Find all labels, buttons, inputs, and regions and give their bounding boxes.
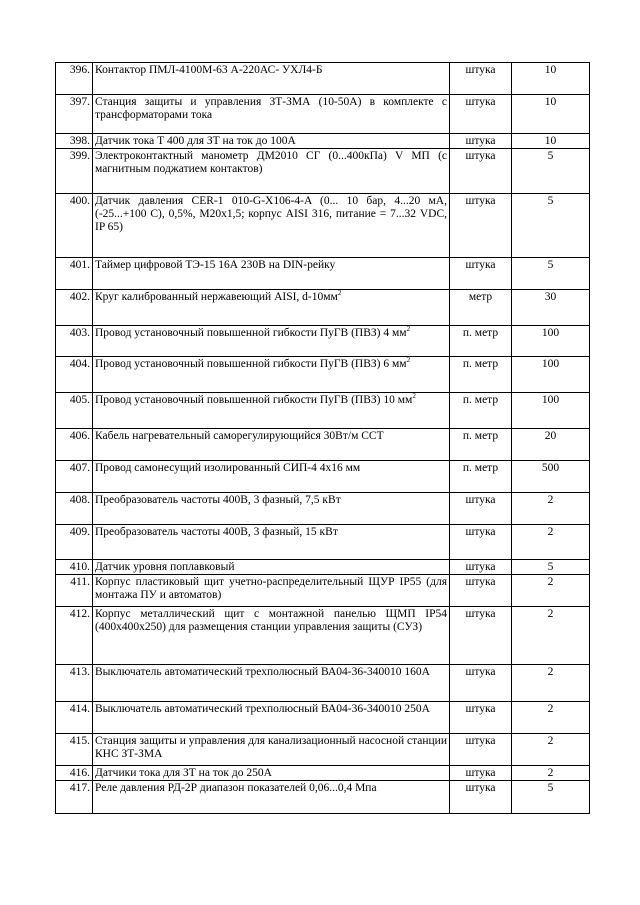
- unit-of-measure: штука: [450, 607, 512, 665]
- item-description-text: Станция защиты и управления ЗТ-ЗМА (10-50А) в комплекте с трансформаторами тока: [95, 96, 447, 121]
- quantity: 5: [512, 149, 590, 194]
- item-description-text: Корпус пластиковый щит учетно-распределительный ЩУР IP55 (для монтажа ПУ и автоматов): [95, 576, 447, 601]
- specification-table: [55, 62, 590, 814]
- row-number: 396.: [56, 63, 93, 95]
- item-description-text: Датчик тока Т 400 для ЗТ на ток до 100А: [95, 135, 296, 147]
- row-number: 412.: [56, 607, 93, 665]
- unit-of-measure: штука: [450, 149, 512, 194]
- quantity: 10: [512, 63, 590, 95]
- row-number: 397.: [56, 95, 93, 134]
- quantity: 5: [512, 560, 590, 575]
- unit-of-measure: п. метр: [450, 357, 512, 393]
- item-description-text: Датчик уровня поплавковый: [95, 561, 235, 573]
- table-row: [56, 493, 590, 525]
- item-description: [93, 575, 450, 607]
- unit-of-measure: п. метр: [450, 393, 512, 429]
- item-description-text: Датчик давления CER-1 010-G-X106-4-A (0... 10 бар, 4...20 мА, (-25...+100 С), 0,5%, М20х1,5; корпус AISI 316, питание = 7...32 VDC, IP 65): [95, 195, 447, 233]
- unit-of-measure: штука: [450, 781, 512, 814]
- table-row: [56, 607, 590, 665]
- item-description-text: Станция защиты и управления для канализационный насосной станции КНС ЗТ-ЗМА: [95, 735, 447, 760]
- item-description: [93, 149, 450, 194]
- table-row: [56, 575, 590, 607]
- superscript-exponent: 2: [337, 289, 342, 298]
- table-row: [56, 702, 590, 734]
- item-description: [93, 781, 450, 814]
- unit-of-measure: п. метр: [450, 461, 512, 493]
- item-description: [93, 194, 450, 258]
- row-number: 406.: [56, 429, 93, 461]
- row-number: 409.: [56, 525, 93, 560]
- unit-of-measure: штука: [450, 194, 512, 258]
- unit-of-measure: п. метр: [450, 326, 512, 357]
- unit-of-measure: метр: [450, 290, 512, 326]
- table-row: [56, 95, 590, 134]
- row-number: 402.: [56, 290, 93, 326]
- item-description-text: Круг калиброванный нержавеющий AISI, d-10мм: [95, 291, 338, 303]
- item-description-text: Провод установочный повышенной гибкости ПуГВ (ПВЗ) 10 мм: [95, 394, 413, 406]
- row-number: 415.: [56, 734, 93, 766]
- quantity: 20: [512, 429, 590, 461]
- quantity: 2: [512, 525, 590, 560]
- item-description-text: Таймер цифровой ТЭ-15 16А 230В на DIN-рейку: [95, 259, 336, 271]
- unit-of-measure: штука: [450, 734, 512, 766]
- quantity: 5: [512, 194, 590, 258]
- item-description: [93, 461, 450, 493]
- item-description: [93, 525, 450, 560]
- quantity: 5: [512, 258, 590, 290]
- item-description-text: Преобразователь частоты 400В, 3 фазный, 15 кВт: [95, 526, 338, 538]
- row-number: 417.: [56, 781, 93, 814]
- item-description: [93, 560, 450, 575]
- item-description-text: Выключатель автоматический трехполюсный ВА04-36-340010 160А: [95, 666, 430, 678]
- item-description: [93, 63, 450, 95]
- item-description: [93, 702, 450, 734]
- row-number: 408.: [56, 493, 93, 525]
- item-description: [93, 429, 450, 461]
- table-row: [56, 461, 590, 493]
- row-number: 400.: [56, 194, 93, 258]
- row-number: 416.: [56, 766, 93, 781]
- table-row: [56, 429, 590, 461]
- table-row: [56, 766, 590, 781]
- quantity: 2: [512, 734, 590, 766]
- table-row: [56, 258, 590, 290]
- table-row: [56, 393, 590, 429]
- item-description-text: Преобразователь частоты 400В, 3 фазный, 7,5 кВт: [95, 494, 341, 506]
- item-description-text: Кабель нагревательный саморегулирующийся 30Вт/м ССТ: [95, 430, 384, 442]
- table-row: [56, 149, 590, 194]
- quantity: 2: [512, 575, 590, 607]
- unit-of-measure: штука: [450, 560, 512, 575]
- quantity: 2: [512, 607, 590, 665]
- row-number: 401.: [56, 258, 93, 290]
- table-row: [56, 560, 590, 575]
- item-description-text: Провод установочный повышенной гибкости ПуГВ (ПВЗ) 6 мм: [95, 358, 407, 370]
- item-description: [93, 134, 450, 149]
- item-description: [93, 290, 450, 326]
- quantity: 100: [512, 326, 590, 357]
- item-description: [93, 665, 450, 702]
- table-row: [56, 525, 590, 560]
- row-number: 414.: [56, 702, 93, 734]
- superscript-exponent: 2: [412, 392, 416, 401]
- item-description-text: Реле давления РД-2Р диапазон показателей 0,06...0,4 Мпа: [95, 782, 377, 794]
- quantity: 100: [512, 357, 590, 393]
- quantity: 5: [512, 781, 590, 814]
- table-row: [56, 665, 590, 702]
- unit-of-measure: штука: [450, 134, 512, 149]
- row-number: 410.: [56, 560, 93, 575]
- unit-of-measure: штука: [450, 258, 512, 290]
- item-description: [93, 258, 450, 290]
- row-number: 407.: [56, 461, 93, 493]
- quantity: 10: [512, 134, 590, 149]
- item-description-text: Провод установочный повышенной гибкости ПуГВ (ПВЗ) 4 мм: [95, 327, 407, 339]
- table-row: [56, 134, 590, 149]
- quantity: 10: [512, 95, 590, 134]
- unit-of-measure: штука: [450, 493, 512, 525]
- row-number: 399.: [56, 149, 93, 194]
- specification-table-body: [56, 63, 590, 814]
- table-row: [56, 326, 590, 357]
- item-description-text: Датчики тока для ЗТ на ток до 250А: [95, 767, 272, 779]
- unit-of-measure: штука: [450, 95, 512, 134]
- item-description: [93, 493, 450, 525]
- table-row: [56, 734, 590, 766]
- item-description-text: Выключатель автоматический трехполюсный ВА04-36-340010 250А: [95, 703, 430, 715]
- item-description-text: Корпус металлический щит с монтажной панелью ЩМП IP54 (400х400х250) для размещения станции управления защиты (СУЗ): [95, 608, 447, 633]
- unit-of-measure: штука: [450, 702, 512, 734]
- quantity: 2: [512, 702, 590, 734]
- table-row: [56, 357, 590, 393]
- table-row: [56, 781, 590, 814]
- item-description: [93, 393, 450, 429]
- unit-of-measure: п. метр: [450, 429, 512, 461]
- quantity: 30: [512, 290, 590, 326]
- row-number: 403.: [56, 326, 93, 357]
- item-description: [93, 357, 450, 393]
- row-number: 413.: [56, 665, 93, 702]
- unit-of-measure: штука: [450, 766, 512, 781]
- superscript-exponent: 2: [406, 325, 411, 334]
- table-row: [56, 63, 590, 95]
- item-description: [93, 766, 450, 781]
- row-number: 411.: [56, 575, 93, 607]
- unit-of-measure: штука: [450, 525, 512, 560]
- table-row: [56, 194, 590, 258]
- table-row: [56, 290, 590, 326]
- item-description: [93, 95, 450, 134]
- quantity: 2: [512, 665, 590, 702]
- item-description: [93, 734, 450, 766]
- unit-of-measure: штука: [450, 665, 512, 702]
- quantity: 500: [512, 461, 590, 493]
- item-description-text: Электроконтактный манометр ДМ2010 СГ (0...400кПа) V МП (с магнитным поджатием контактов): [95, 150, 447, 175]
- row-number: 404.: [56, 357, 93, 393]
- quantity: 2: [512, 493, 590, 525]
- item-description-text: Контактор ПМЛ-4100М-63 А-220АС- УХЛ4-Б: [95, 64, 323, 76]
- superscript-exponent: 2: [406, 356, 411, 365]
- quantity: 100: [512, 393, 590, 429]
- row-number: 405.: [56, 393, 93, 429]
- unit-of-measure: штука: [450, 63, 512, 95]
- unit-of-measure: штука: [450, 575, 512, 607]
- quantity: 2: [512, 766, 590, 781]
- item-description: [93, 326, 450, 357]
- row-number: 398.: [56, 134, 93, 149]
- item-description: [93, 607, 450, 665]
- item-description-text: Провод самонесущий изолированный СИП-4 4х16 мм: [95, 462, 361, 474]
